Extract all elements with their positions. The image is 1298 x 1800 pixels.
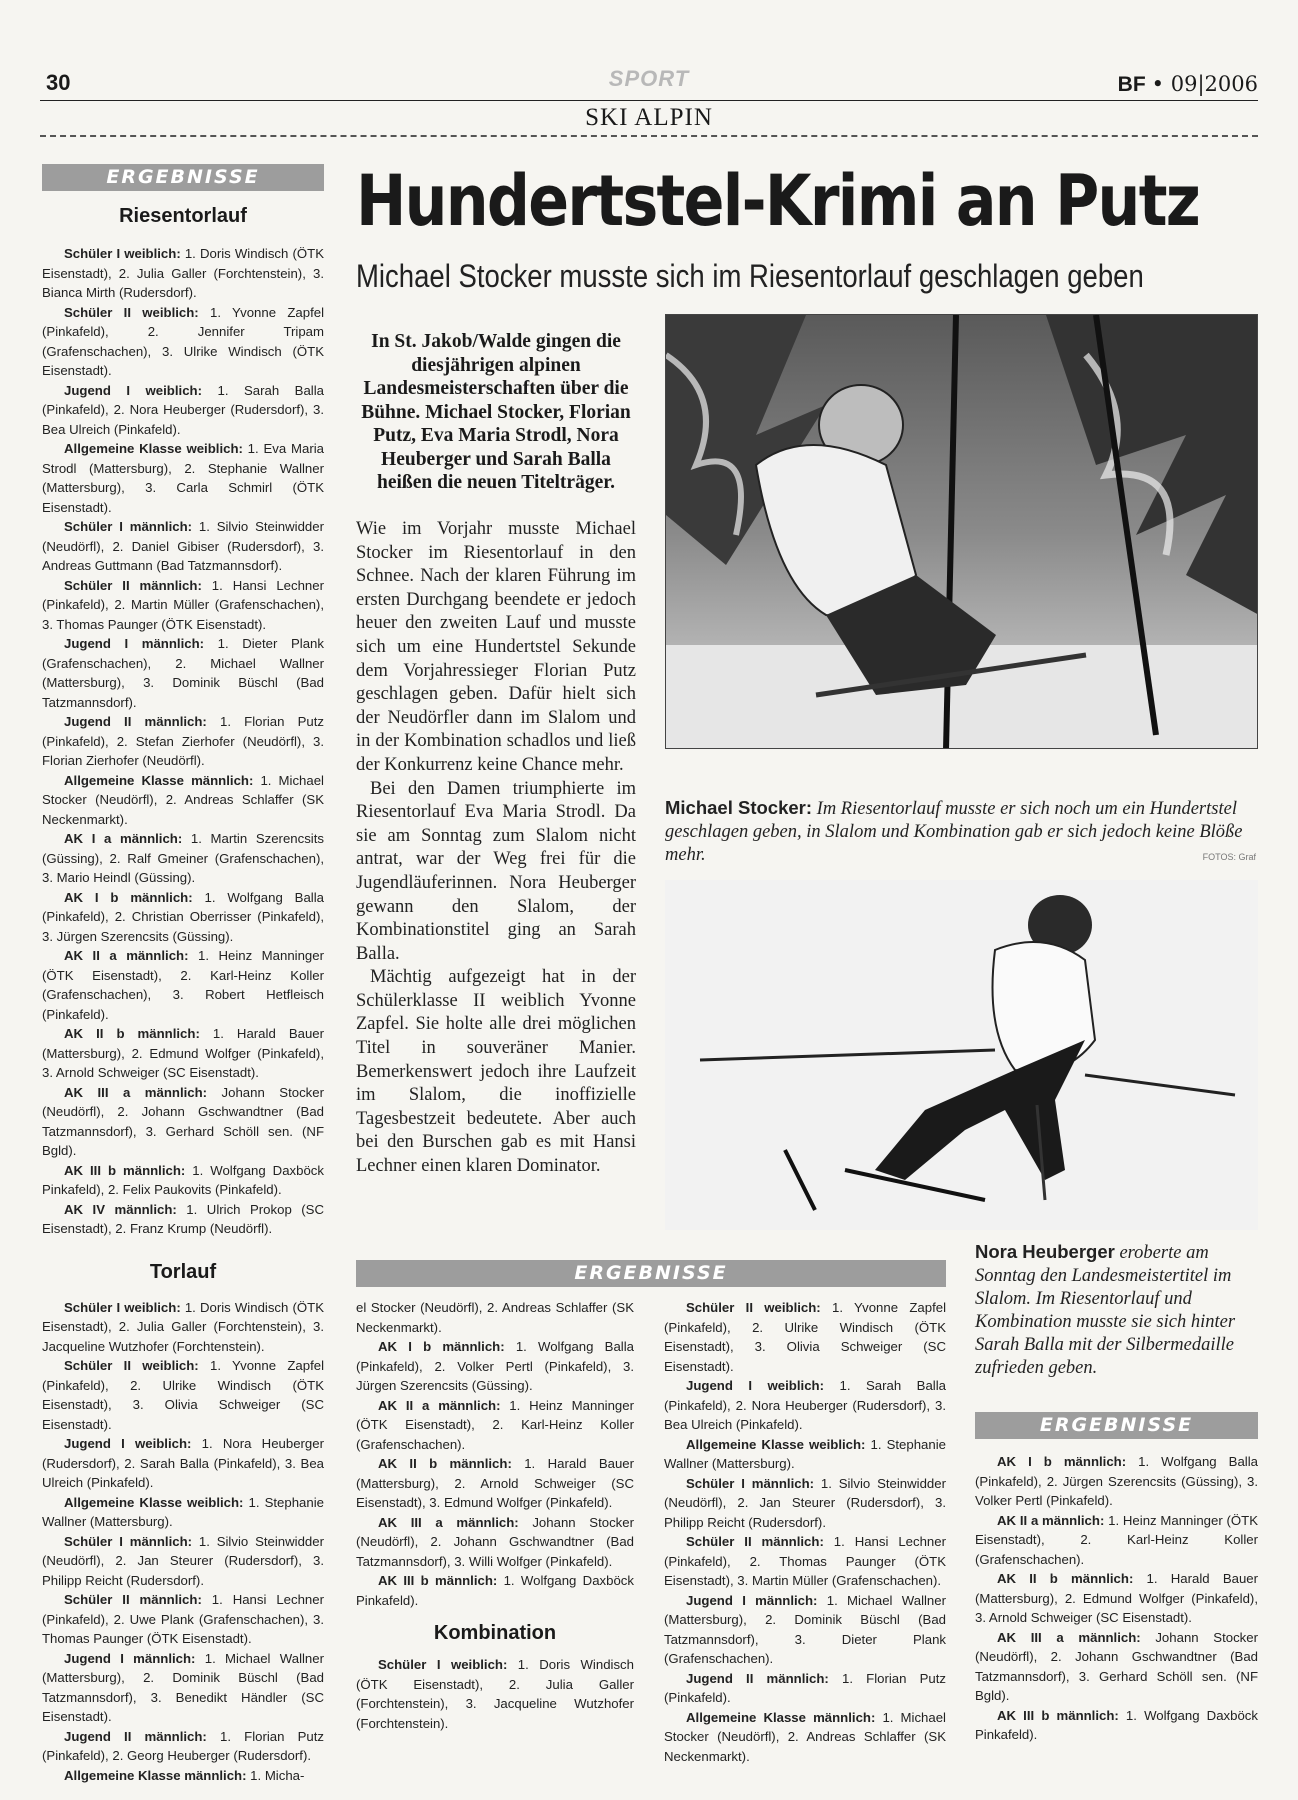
result-category: Schüler I weiblich: [378, 1657, 508, 1672]
result-entry [975, 1706, 1258, 1745]
result-text: 1. Harald Bauer (Mattersburg), 2. Edmund Wolfger (Pinkafeld), 3. Arnold Schweiger (SC Eisenstadt). [975, 1571, 1259, 1625]
torlauf-title: Torlauf [149, 1260, 217, 1283]
result-category: AK II b männlich: [64, 1026, 200, 1041]
result-text: 1. Micha- [246, 1767, 305, 1783]
body-paragraph: Bei den Damen triumphierte im Riesentorlauf Eva Maria Strodl. Da sie am Sonntag zum Slalom nicht antrat, war der Weg frei für die Jugendläuferinnen. Nora Heuberger gewann den Slalom, der Kombinationstitel ging an Sarah Balla. [356, 778, 636, 964]
result-entry [664, 1532, 946, 1591]
result-category: Allgemeine Klasse weiblich: [64, 441, 243, 456]
result-text: 1. Florian Putz (Pinkafeld), 2. Georg Heuberger (Rudersdorf). [42, 1728, 325, 1763]
result-category: AK II a männlich: [64, 948, 189, 963]
results-banner-mid: ERGEBNISSE [356, 1260, 946, 1287]
result-entry [42, 771, 324, 830]
result-category: AK I b männlich: [997, 1454, 1127, 1469]
result-entry [356, 1571, 634, 1610]
result-entry [42, 1200, 324, 1239]
result-entry [42, 303, 324, 381]
torlauf-results [42, 1298, 324, 1786]
result-text: Johann Stocker (Neudörfl), 2. Johann Gschwandtner (Bad Tatzmannsdorf), 3. Willi Wolfger (Pinkafeld). [356, 1514, 634, 1569]
result-entry [42, 1024, 324, 1083]
result-category: Jugend I weiblich: [64, 382, 202, 398]
result-entry [42, 1766, 324, 1786]
results-right-column [975, 1452, 1258, 1745]
result-entry [975, 1452, 1258, 1511]
result-text: 1. Florian Putz (Pinkafeld). [664, 1670, 947, 1705]
body-paragraph: Mächtig aufgezeigt hat in der Schülerklasse II weiblich Yvonne Zapfel. Sie holte alle drei möglichen Titel in souveräner Manier. Bemerkenswert jedoch ihre Laufzeit im Slalom, die inoffizielle Tagesbestzeit bedeutete. Aber auch bei den Burschen gab es mit Hansi Lechner einen klaren Dominator. [356, 967, 636, 1177]
result-category: Schüler I männlich: [64, 1533, 193, 1549]
photo2-caption [975, 1240, 1255, 1380]
result-category: AK III a männlich: [997, 1629, 1141, 1645]
result-category: Allgemeine Klasse männlich: [686, 1709, 876, 1725]
result-entry [42, 1298, 324, 1357]
result-text: 1. Nora Heuberger (Rudersdorf), 2. Sarah Balla (Pinkafeld), 3. Bea Ulreich (Pinkafeld). [42, 1436, 324, 1490]
skier-gate-photo [666, 315, 1258, 749]
result-category: AK III a männlich: [378, 1514, 519, 1530]
results-mid-column-1 [356, 1298, 634, 1610]
result-category: Schüler I männlich: [64, 519, 193, 534]
result-text: 1. Florian Putz (Pinkafeld), 2. Stefan Zierhofer (Neudörfl), 3. Florian Zierhofer (Neudörfl). [42, 714, 325, 768]
result-entry [42, 1356, 324, 1434]
result-text: Johann Stocker (Neudörfl), 2. Johann Gschwandtner (Bad Tatzmannsdorf), 3. Gerhard Schöll sen. (NF Bgld). [975, 1629, 1258, 1703]
result-category: Schüler I männlich: [686, 1475, 815, 1491]
result-entry [664, 1669, 946, 1708]
result-text: 1. Wolfgang Balla (Pinkafeld), 2. Volker Pertl (Pinkafeld), 3. Jürgen Szerencsits (Güssing). [356, 1339, 634, 1393]
result-text: 1. Hansi Lechner (Pinkafeld), 2. Uwe Plank (Grafenschachen), 3. Thomas Paunger (ÖTK Eisenstadt). [42, 1592, 324, 1646]
result-category: Jugend I männlich: [64, 636, 205, 651]
result-entry [664, 1591, 946, 1669]
result-entry [664, 1474, 946, 1533]
header-rule [40, 100, 1258, 101]
photo-michael-stocker [665, 314, 1258, 749]
result-text: 1. Eva Maria Strodl (Mattersburg), 2. Stephanie Wallner (Mattersburg), 3. Carla Schmirl (ÖTK Eisenstadt). [42, 441, 324, 515]
result-category: Jugend I männlich: [686, 1592, 818, 1608]
bullet-separator: • [1151, 72, 1165, 96]
result-category: Jugend I weiblich: [686, 1378, 824, 1393]
result-text: 1. Michael Stocker (Neudörfl), 2. Andreas Schlaffer (SK Neckenmarkt). [664, 1709, 946, 1764]
result-text: 1. Wolfgang Balla (Pinkafeld), 2. Jürgen Szerencsits (Güssing), 3. Volker Pertl (Pinkafeld). [975, 1454, 1258, 1508]
result-category: Schüler II männlich: [64, 1592, 202, 1607]
result-category: AK III a männlich: [64, 1084, 208, 1100]
result-category: AK III b männlich: [64, 1162, 186, 1178]
result-category: AK II b männlich: [378, 1456, 512, 1471]
result-category: AK IV männlich: [64, 1201, 177, 1217]
result-text: 1. Michael Wallner (Mattersburg), 2. Dominik Büschl (Bad Tatzmannsdorf), 3. Benedikt Händler (SC Eisenstadt). [42, 1650, 324, 1724]
result-entry [356, 1298, 634, 1337]
result-text: 1. Sarah Balla (Pinkafeld), 2. Nora Heuberger (Rudersdorf), 3. Bea Ulreich (Pinkafeld). [42, 382, 324, 437]
result-category: Jugend II männlich: [686, 1670, 829, 1686]
results-banner-right: ERGEBNISSE [975, 1412, 1258, 1439]
result-entry [42, 439, 324, 517]
section-title: SPORT [608, 66, 690, 91]
result-text: Johann Stocker (Neudörfl), 2. Johann Gschwandtner (Bad Tatzmannsdorf), 3. Gerhard Schöll sen. (NF Bgld). [42, 1084, 324, 1158]
result-category: Jugend II männlich: [64, 714, 207, 729]
result-entry [42, 829, 324, 888]
result-category: Schüler I weiblich: [64, 246, 181, 261]
result-entry [42, 634, 324, 712]
photo-credit: FOTOS: Graf [1202, 852, 1256, 862]
result-entry [42, 1590, 324, 1649]
result-entry [42, 1083, 324, 1161]
result-entry [42, 517, 324, 576]
result-category: Schüler II weiblich: [64, 304, 199, 320]
riesentorlauf-results [42, 244, 324, 1239]
result-text: 1. Stephanie Wallner (Mattersburg). [42, 1494, 324, 1529]
result-category: Schüler II männlich: [686, 1534, 824, 1549]
result-entry [664, 1298, 946, 1376]
result-category: AK I b männlich: [64, 889, 193, 905]
issue-info [1118, 72, 1258, 97]
result-entry [42, 712, 324, 771]
result-entry [664, 1435, 946, 1474]
result-category: AK I a männlich: [64, 831, 183, 846]
article-body [356, 518, 636, 1179]
result-entry [356, 1337, 634, 1396]
result-text: 1. Silvio Steinwidder (Neudörfl), 2. Daniel Gibiser (Rudersdorf), 3. Andreas Guttmann (Bad Tatzmannsdorf). [42, 519, 324, 573]
result-entry [356, 1513, 634, 1572]
result-category: Jugend II männlich: [64, 1728, 207, 1744]
result-text: 1. Hansi Lechner (Pinkafeld), 2. Thomas Paunger (ÖTK Eisenstadt), 3. Martin Müller (Grafenschachen). [664, 1534, 946, 1588]
result-text: 1. Hansi Lechner (Pinkafeld), 2. Martin Müller (Grafenschachen), 3. Thomas Paunger (ÖTK Eisenstadt). [42, 577, 324, 632]
result-text: 1. Martin Szerencsits (Güssing), 2. Ralf Gmeiner (Grafenschachen), 3. Mario Heindl (Güssing). [42, 831, 324, 885]
result-text: 1. Yvonne Zapfel (Pinkafeld), 2. Jennifer Tripam (Grafenschachen), 3. Ulrike Windisch (ÖTK Eisenstadt). [42, 304, 325, 378]
result-text: 1. Doris Windisch (ÖTK Eisenstadt), 2. Julia Galler (Forchtenstein), 3. Jacqueline Wutzhofer (Forchtenstein). [42, 1299, 324, 1354]
result-text: 1. Heinz Manninger (ÖTK Eisenstadt), 2. Karl-Heinz Koller (Grafenschachen). [975, 1512, 1258, 1567]
result-text: 1. Silvio Steinwidder (Neudörfl), 2. Jan Steurer (Rudersdorf), 3. Philipp Reicht (Rudersdorf). [664, 1475, 946, 1530]
result-category: Allgemeine Klasse weiblich: [686, 1436, 866, 1452]
result-entry [975, 1569, 1258, 1628]
result-entry [664, 1376, 946, 1435]
result-category: AK II a männlich: [997, 1512, 1105, 1528]
result-text: 1. Doris Windisch (ÖTK Eisenstadt), 2. Julia Galler (Forchtenstein), 3. Jacqueline Wutzhofer (Forchtenstein). [356, 1657, 634, 1731]
result-text: 1. Michael Stocker (Neudörfl), 2. Andreas Schlaffer (SK Neckenmarkt). [42, 772, 324, 827]
result-entry [42, 244, 324, 303]
result-entry [42, 576, 324, 635]
result-category: Jugend I männlich: [64, 1650, 196, 1666]
result-category: Allgemeine Klasse männlich: [64, 1767, 247, 1783]
result-text: 1. Wolfgang Daxböck Pinkafeld), 2. Felix Paukovits (Pinkafeld). [42, 1162, 324, 1197]
result-category: Schüler II männlich: [64, 577, 202, 593]
result-text: 1. Yvonne Zapfel (Pinkafeld), 2. Ulrike Windisch (ÖTK Eisenstadt), 3. Olivia Schweiger (SC Eisenstadt). [664, 1300, 947, 1374]
result-category: Schüler II weiblich: [64, 1358, 199, 1373]
result-text: 1. Wolfgang Daxböck Pinkafeld). [356, 1573, 634, 1608]
result-text: el Stocker (Neudörfl), 2. Andreas Schlaffer (SK Neckenmarkt). [356, 1300, 634, 1335]
result-text: 1. Silvio Steinwidder (Neudörfl), 2. Jan Steurer (Rudersdorf), 3. Philipp Reicht (Rudersdorf). [42, 1533, 324, 1588]
page-number: 30 [46, 70, 71, 95]
result-category: Schüler I weiblich: [64, 1299, 181, 1315]
result-category: AK II a männlich: [378, 1397, 501, 1413]
results-mid-column-2 [664, 1298, 946, 1766]
result-category: AK I b männlich: [378, 1339, 505, 1354]
result-entry [42, 888, 324, 947]
publication-name: BF [1117, 73, 1146, 96]
result-entry [42, 381, 324, 440]
result-category: AK III b männlich: [378, 1573, 498, 1588]
result-entry [42, 946, 324, 1024]
caption-text: eroberte am Sonntag den Landesmeistertitel im Slalom. Im Riesentorlauf und Kombination musste sie sich hinter Sarah Balla mit der Silbermedaille zufrieden geben. [975, 1243, 1236, 1378]
result-category: Allgemeine Klasse männlich: [64, 772, 254, 788]
result-text: 1. Harald Bauer (Mattersburg), 2. Edmund Wolfger (Pinkafeld), 3. Arnold Schweiger (SC Eisenstadt). [42, 1026, 325, 1080]
result-text: 1. Sarah Balla (Pinkafeld), 2. Nora Heuberger (Rudersdorf), 3. Bea Ulreich (Pinkafeld). [664, 1378, 946, 1432]
result-text: 1. Heinz Manninger (ÖTK Eisenstadt), 2. Karl-Heinz Koller (Grafenschachen). [356, 1397, 634, 1452]
result-text: 1. Ulrich Prokop (SC Eisenstadt), 2. Franz Krump (Neudörfl). [42, 1201, 324, 1236]
results-left-column [42, 164, 324, 1785]
result-entry [42, 1434, 324, 1493]
result-text: 1. Heinz Manninger (ÖTK Eisenstadt), 2. Karl-Heinz Koller (Grafenschachen), 3. Robert Hetfleisch (Pinkafeld). [42, 948, 324, 1022]
result-text: 1. Dieter Plank (Grafenschachen), 2. Michael Wallner (Mattersburg), 3. Dominik Büschl (Bad Tatzmannsdorf). [42, 636, 324, 710]
result-entry [42, 1649, 324, 1727]
result-entry [975, 1628, 1258, 1706]
result-category: AK II b männlich: [997, 1571, 1134, 1586]
result-text: 1. Doris Windisch (ÖTK Eisenstadt), 2. Julia Galler (Forchtenstein), 3. Bianca Mirth (Rudersdorf). [42, 246, 324, 300]
result-category: AK III b männlich: [997, 1707, 1119, 1723]
result-text: 1. Harald Bauer (Mattersburg), 2. Arnold Schweiger (SC Eisenstadt), 3. Edmund Wolfger (Pinkafeld). [356, 1456, 635, 1510]
result-entry [42, 1161, 324, 1200]
result-text: 1. Michael Wallner (Mattersburg), 2. Dominik Büschl (Bad Tatzmannsdorf), 3. Dieter Plank (Grafenschachen). [664, 1592, 946, 1666]
photo-nora-heuberger [665, 880, 1258, 1230]
result-category: Allgemeine Klasse weiblich: [64, 1494, 244, 1510]
result-entry [975, 1511, 1258, 1570]
result-entry [356, 1454, 634, 1513]
subheadline: Michael Stocker musste sich im Riesentorlauf geschlagen geben [356, 258, 1144, 294]
kombination-title: Kombination [433, 1622, 557, 1644]
result-entry [42, 1532, 324, 1591]
dashed-divider [40, 135, 1258, 137]
caption-name: Michael Stocker: [665, 797, 813, 818]
riesentorlauf-title: Riesentorlauf [119, 205, 247, 227]
result-text: 1. Wolfgang Balla (Pinkafeld), 2. Christian Oberrisser (Pinkafeld), 3. Jürgen Szerencsits (Güssing). [42, 889, 324, 944]
caption-name: Nora Heuberger [975, 1241, 1115, 1262]
skier-slalom-photo [665, 880, 1258, 1230]
results-banner: ERGEBNISSE [42, 164, 324, 191]
result-category: Jugend I weiblich: [64, 1436, 192, 1451]
result-entry [42, 1493, 324, 1532]
kombination-results [356, 1655, 634, 1733]
body-paragraph: Wie im Vorjahr musste Michael Stocker im Riesentorlauf in den Schnee. Nach der klaren Führung im ersten Durchgang beendete er jedoch heuer den zweiten Lauf und musste sich um eine Hundertstel Sekunde dem Vorjahressieger Florian Putz geschlagen geben. Dafür hielt sich der Neudörfler dann im Slalom und in der Kombination schadlos und ließ der Konkurrenz keine Chance mehr. [356, 519, 636, 775]
result-text: 1. Wolfgang Daxböck Pinkafeld). [975, 1707, 1258, 1742]
result-entry [356, 1655, 634, 1733]
result-entry [356, 1396, 634, 1455]
lead-paragraph: In St. Jakob/Walde gingen die diesjährigen alpinen Landesmeisterschaften über die Bühne. Michael Stocker, Florian Putz, Eva Maria Strodl, Nora Heuberger und Sarah Balla heißen die neuen Titelträger. [361, 331, 631, 493]
result-entry [42, 1727, 324, 1766]
caption-text: Im Riesentorlauf musste er sich noch um ein Hundertstel geschlagen geben, in Slalom und Kombination gab er sich jedoch keine Blöße mehr. [665, 799, 1243, 865]
issue-number: 09|2006 [1170, 72, 1258, 96]
result-text: 1. Yvonne Zapfel (Pinkafeld), 2. Ulrike Windisch (ÖTK Eisenstadt), 3. Olivia Schweiger (SC Eisenstadt). [42, 1358, 325, 1432]
result-text: 1. Stephanie Wallner (Mattersburg). [664, 1436, 946, 1471]
result-entry [664, 1708, 946, 1767]
subsection-title: SKI ALPIN [585, 104, 713, 131]
photo1-caption [665, 796, 1255, 867]
result-category: Schüler II weiblich: [686, 1300, 821, 1315]
headline: Hundertstel-Krimi an Putz [356, 160, 1200, 242]
